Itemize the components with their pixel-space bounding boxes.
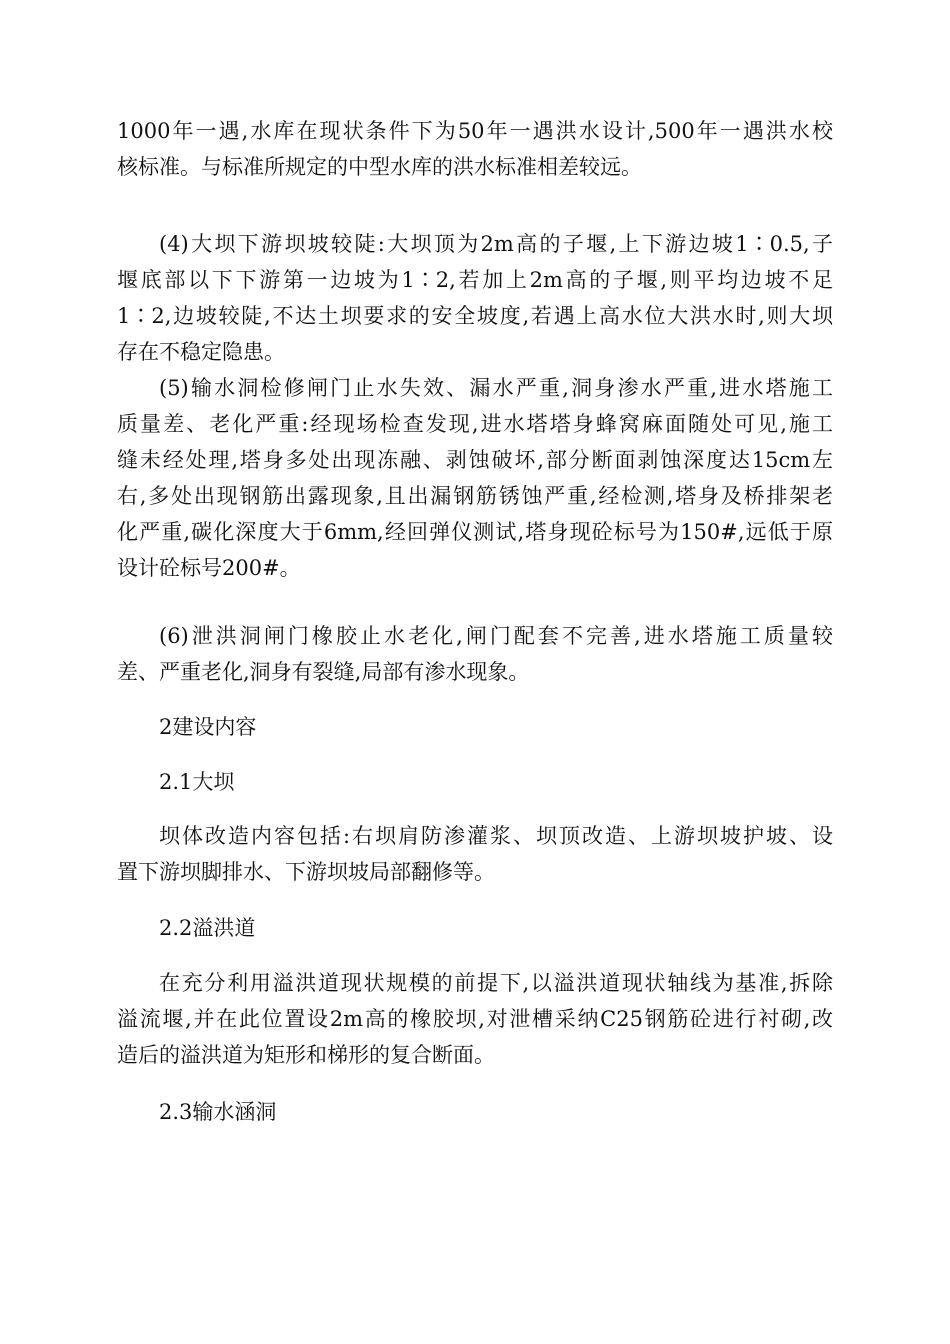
text-line: 溢流堰,并在此位置设2m高的橡胶坝,对泄槽采纳C25钢筋砼进行衬砌,改 [117, 1007, 833, 1031]
section-heading-construction [117, 709, 833, 745]
section-heading-dam [117, 764, 833, 800]
paragraph-spillway-works [117, 965, 833, 1073]
section-heading-spillway [117, 910, 833, 946]
text-line: 存在不稳定隐患。 [117, 340, 285, 364]
paragraph-flood-standard [117, 113, 833, 185]
text-line: 1∶2,边坡较陡,不达土坝要求的安全坡度,若遇上高水位大洪水时,则大坝 [117, 304, 833, 328]
paragraph-item-4 [117, 226, 833, 370]
text-line: 造后的溢洪道为矩形和梯形的复合断面。 [117, 1043, 495, 1067]
text-line: 化严重,碳化深度大于6mm,经回弹仪测试,塔身现砼标号为150#,远低于原 [117, 520, 833, 544]
paragraph-dam-works [117, 818, 833, 890]
text-line: (5)输水洞检修闸门止水失效、漏水严重,洞身渗水严重,进水塔施工 [159, 376, 833, 400]
text-line: (6)泄洪洞闸门橡胶止水老化,闸门配套不完善,进水塔施工质量较 [159, 624, 833, 648]
text-line: 在充分利用溢洪道现状规模的前提下,以溢洪道现状轴线为基准,拆除 [159, 971, 833, 995]
text-line: 堰底部以下下游第一边坡为1∶2,若加上2m高的子堰,则平均边坡不足 [117, 268, 833, 292]
text-line: (4)大坝下游坝坡较陡:大坝顶为2m高的子堰,上下游边坡1∶0.5,子 [159, 232, 833, 256]
text-line: 核标准。与标准所规定的中型水库的洪水标准相差较远。 [117, 155, 642, 179]
paragraph-item-5 [117, 370, 833, 586]
text-line: 1000年一遇,水库在现状条件下为50年一遇洪水设计,500年一遇洪水校 [117, 119, 833, 143]
text-line: 缝未经处理,塔身多处出现冻融、剥蚀破坏,部分断面剥蚀深度达15cm左 [117, 448, 833, 472]
text-line: 差、严重老化,洞身有裂缝,局部有渗水现象。 [117, 660, 530, 684]
text-line: 置下游坝脚排水、下游坝坡局部翻修等。 [117, 860, 495, 884]
paragraph-item-6 [117, 618, 833, 690]
heading-text: 2.2溢洪道 [159, 916, 256, 940]
text-line: 设计砼标号200#。 [117, 556, 301, 580]
text-line: 坝体改造内容包括:右坝肩防渗灌浆、坝顶改造、上游坝坡护坡、设 [159, 824, 833, 848]
text-line: 右,多处出现钢筋出露现象,且出漏钢筋锈蚀严重,经检测,塔身及桥排架老 [117, 484, 833, 508]
heading-text: 2建设内容 [159, 715, 257, 739]
text-line: 质量差、老化严重:经现场检查发现,进水塔塔身蜂窝麻面随处可见,施工 [117, 412, 833, 436]
heading-text: 2.3输水涵洞 [159, 1100, 277, 1124]
section-heading-culvert [117, 1094, 833, 1130]
heading-text: 2.1大坝 [159, 770, 235, 794]
